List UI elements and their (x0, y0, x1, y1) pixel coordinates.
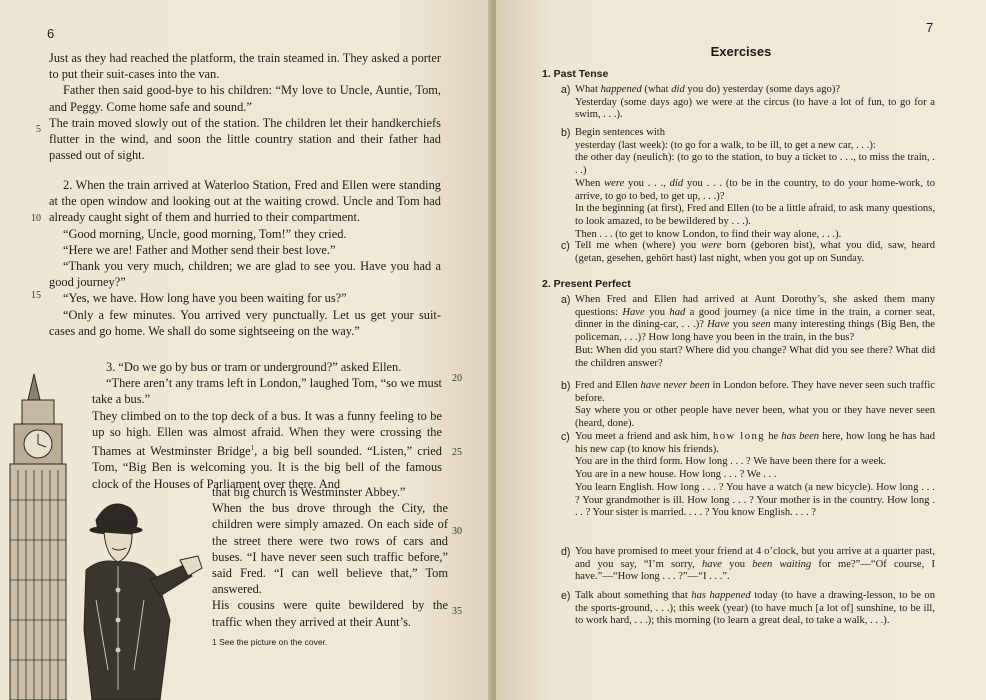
text: here, how long he has had his new cap (to know his friends). (575, 431, 936, 455)
exercise-2c (561, 431, 936, 520)
line-number: 30 (452, 526, 462, 537)
text: you (721, 558, 753, 570)
section-past-tense: 1. Past Tense (542, 68, 609, 80)
text: did (669, 177, 684, 189)
exercise-1c (561, 240, 935, 265)
story-line: , a big bell sounded. “Listen,” cried Tom, “Big Ben is welcoming you. It is the big bell of the famous clock of the Houses of Parliament over there. And (92, 444, 442, 491)
text: how long (712, 431, 766, 442)
item-label: b) (561, 380, 571, 392)
story-line: They climbed on to the top deck of a bus. It was a funny feeling to be up so high. Ellen was almost afraid. When they were crossing the Thames at Westminster Bridge (92, 408, 442, 459)
exercises-title: Exercises (710, 44, 772, 59)
item-label: d) (561, 546, 571, 558)
text: What (575, 84, 601, 95)
text: the other day (neulich): (to go to the station, to buy a ticket to . . ., to miss the train, . . .) (575, 152, 935, 177)
text: yesterday (last week): (to go for a walk, to be ill, to get a new car, . . .): (575, 139, 876, 151)
dialogue-line: 3. “Do we go by bus or tram or underground?” asked Ellen. (106, 360, 402, 374)
big-ben-policeman-illustration (0, 370, 215, 700)
text: Have (707, 319, 730, 331)
line-number: 20 (452, 373, 462, 384)
text: In the beginning (at first), Fred and Ellen (to be a little afraid, to ask many questions, to look amazed, to be bewildered by . . .). (575, 203, 935, 227)
exercise-2e (561, 590, 935, 628)
text: you do) yesterday (some days ago)? (684, 84, 841, 95)
text: born (geboren bist), what you did, saw, heard (getan, gesehen, gehört hast) last night, when you got up on Sunday. (575, 240, 935, 264)
page-number-right: 7 (926, 20, 934, 35)
text: were (604, 177, 625, 189)
text: were (701, 240, 722, 251)
text: When Fred and Ellen had arrived at Aunt Dorothy’s, she asked them many questions: (575, 294, 935, 318)
text: today (to have a drawing-lesson, to be on the sports-ground, . . .); this week (year) (to have much [a lot of] sunshine, to be ill, to work hard, . . .); this morning (to learn a great deal, to take a walk, . . .). (575, 590, 935, 627)
text: have (701, 558, 722, 570)
footnote-mark: 1 (250, 444, 255, 453)
line-number: 15 (31, 290, 41, 301)
story-paragraph-2 (49, 177, 441, 339)
dialogue-line: “Only a few minutes. You arrived very punctually. Let us get your suit-cases and go home. We shall do some sightseeing on the way.” (49, 307, 441, 338)
text: You learn English. How long . . . ? You have a watch (a new bicycle). How long . . . ? Your grandmother is ill. How long . . . ? Your mother is in the country. How long . . . ? Your sister is married. . . . ? You know English. . . . ? (575, 481, 935, 519)
text: he (765, 431, 782, 442)
left-page (0, 0, 492, 700)
text: You meet a friend and ask him, (575, 431, 713, 442)
text: You are in a new house. How long . . . ? We . . . (575, 469, 777, 481)
text: many interesting things (Big Ben, the policeman, . . .)? How long have you been in the train, in the bus? (575, 319, 935, 344)
section-present-perfect: 2. Present Perfect (542, 278, 631, 290)
text: Then . . . (to get to know London, to find their way alone, . . .). (575, 228, 842, 240)
story-line: When the bus drove through the City, the children were simply amazed. On each side of the street there were two rows of cars and buses. “I have never seen such traffic before,” said Fred. “I can well believe that,” Tom answered. (212, 501, 448, 597)
exercise-2d (561, 546, 936, 584)
text: in London before. They have never seen such traffic before. (575, 380, 935, 404)
page-number-left: 6 (47, 26, 55, 41)
text: You are in the third form. How long . . . ? We have been there for a week. (575, 456, 887, 468)
story-line: Father then said good-bye to his children: “My love to Uncle, Auntie, Tom, and Peggy. Come home safe and sound.” (49, 83, 441, 114)
story-line: Just as they had reached the platform, the train steamed in. They asked a porter to put their suit-cases into the van. (49, 51, 441, 82)
text: Tell me when (where) you (575, 240, 702, 251)
dialogue-line: “There aren’t any trams left in London,” laughed Tom, “so we must take a bus.” (92, 376, 442, 407)
text: But: When did you start? Where did you change? What did you see there? What did the children answer? (575, 344, 935, 369)
dialogue-line: that big church is Westminster Abbey.” (212, 485, 406, 499)
story-paragraph-3-narrow (212, 484, 448, 630)
item-label: a) (561, 84, 571, 96)
story-line: The train moved slowly out of the station. The children let their handkerchiefs flutter in the wind, and soon the little country station and their father had passed out of sight. (49, 115, 441, 163)
dialogue-line: “Here we are! Father and Mother send their best love.” (63, 242, 336, 257)
story-line: His cousins were quite bewildered by the traffic when they arrived at their Aunt’s. (212, 598, 448, 629)
dialogue-line: “Yes, we have. How long have you been waiting for us?” (63, 291, 347, 306)
exercise-1b (561, 127, 935, 241)
text: you (729, 319, 752, 331)
text: Begin sentences with (575, 127, 666, 138)
item-label: a) (561, 294, 571, 306)
text: You have promised to meet your friend at 4 o’clock, but you arrive at a quarter past, and you say, “I’m sorry, (575, 546, 935, 570)
text: seen (751, 319, 771, 331)
text: for me?”—“Of course, I have.”—“How long . . . ?”—“I . . .”. (575, 558, 936, 583)
text: has happened (691, 590, 751, 601)
text: happened (600, 84, 642, 95)
text: Talk about something that (575, 590, 692, 601)
text: When (575, 177, 605, 189)
line-number: 10 (31, 213, 41, 224)
item-label: b) (561, 127, 571, 139)
text: Say where you or other people have never been, what you or they have never seen (heard, done). (575, 405, 935, 430)
text: you . . . (to be in the country, to do your home-work, to arrive, to go to bed, to get up, . . .)? (575, 177, 935, 202)
text: have never been (640, 380, 710, 391)
text: did (671, 84, 685, 95)
text: has been (781, 431, 820, 442)
exercise-1a (561, 84, 935, 122)
text: you . . ., (624, 177, 670, 189)
text: Have (622, 306, 645, 318)
item-label: c) (561, 240, 570, 252)
exercise-2b (561, 380, 935, 431)
text: you (644, 306, 670, 318)
dialogue-line: “Thank you very much, children; we are glad to see you. Have you had a good journey?” (49, 259, 441, 290)
text: Fred and Ellen (575, 380, 641, 391)
right-page (496, 0, 986, 700)
exercise-2a (561, 294, 935, 370)
story-paragraph-1 (49, 50, 441, 163)
item-label: e) (561, 590, 571, 602)
story-line: 2. When the train arrived at Waterloo Station, Fred and Ellen were standing at the open window and looking out at the waiting crowd. Uncle and Tom had already caught sight of them and hurried to their compartment. (49, 178, 441, 225)
text: had (669, 306, 686, 318)
dialogue-line: “Good morning, Uncle, good morning, Tom!” they cried. (63, 226, 347, 241)
text: a good journey (a nice time in the train, a corner seat, dinner in the dining-car, . . .)? (575, 306, 935, 331)
text: (what (641, 84, 672, 95)
footnote: 1 See the picture on the cover. (212, 637, 328, 647)
line-number: 5 (36, 124, 41, 135)
line-number: 25 (452, 447, 462, 458)
text: been waiting (752, 558, 812, 570)
line-number: 35 (452, 606, 462, 617)
item-label: c) (561, 431, 570, 443)
text: Yesterday (some days ago) we were at the circus (to have a lot of fun, to go for a swim, . . .). (575, 96, 935, 121)
